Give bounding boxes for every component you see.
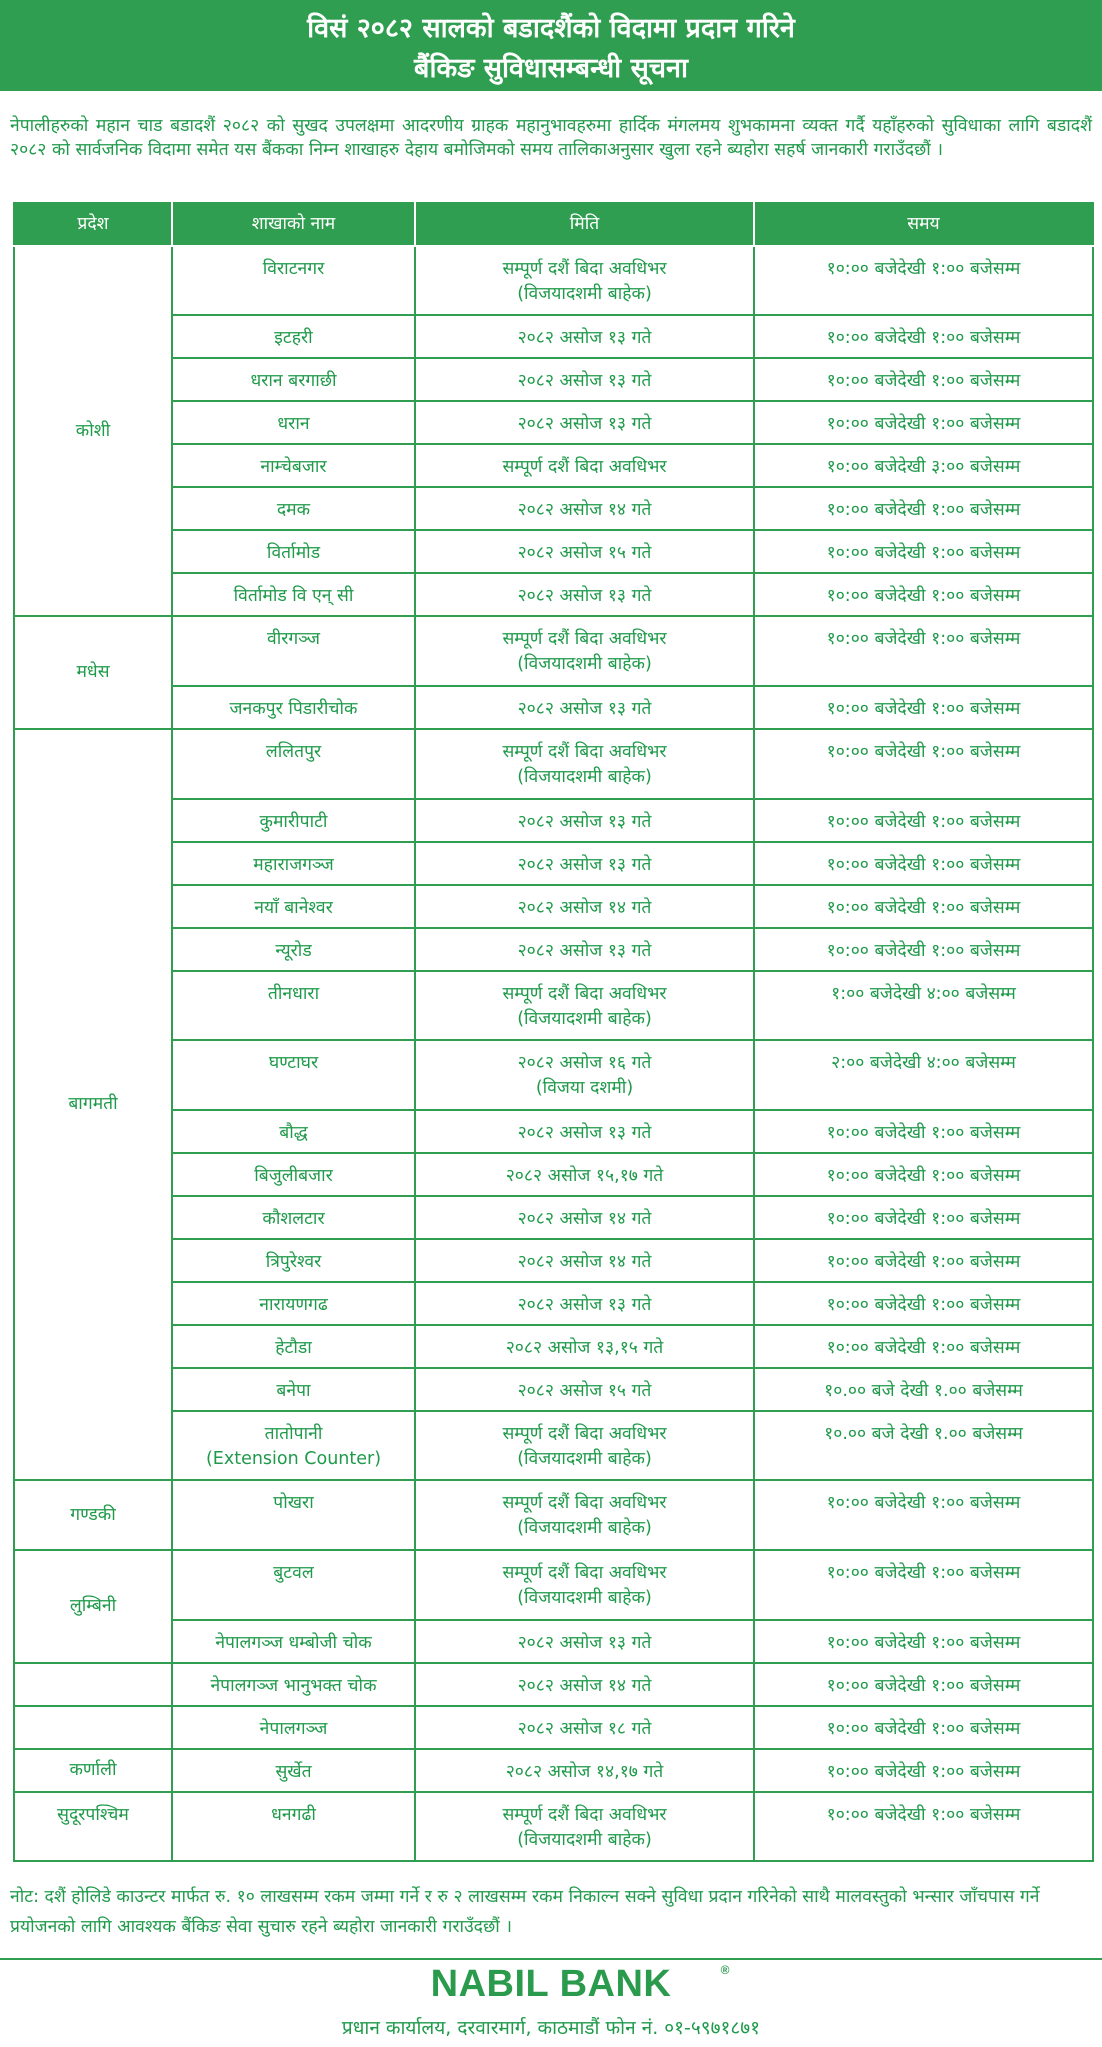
branch-time: १०:०० बजेदेखी १:०० बजेसम्म bbox=[754, 1792, 1093, 1861]
branch-date: सम्पूर्ण दशैं बिदा अवधिभर (विजयादशमी बाहेक) bbox=[415, 729, 754, 799]
table-row bbox=[14, 358, 1093, 401]
branch-time: १०:०० बजेदेखी १:०० बजेसम्म bbox=[754, 686, 1093, 729]
branch-date: २०८२ असोज १३ गते bbox=[415, 1110, 754, 1153]
notice-title-line1: विसं २०८२ सालको बडादशैंको विदामा प्रदान गरिने bbox=[307, 13, 795, 44]
table-row bbox=[14, 1663, 1093, 1706]
branch-time: १०:०० बजेदेखी १:०० बजेसम्म bbox=[754, 616, 1093, 686]
branch-name: जनकपुर पिडारीचोक bbox=[172, 686, 415, 729]
province-empty bbox=[14, 1663, 172, 1706]
branch-date: २०८२ असोज १८ गते bbox=[415, 1706, 754, 1749]
branch-name: महाराजगञ्ज bbox=[172, 842, 415, 885]
branch-date: २०८२ असोज १३ गते bbox=[415, 401, 754, 444]
branch-date: सम्पूर्ण दशैं बिदा अवधिभर (विजयादशमी बाहेक) bbox=[415, 246, 754, 315]
branch-time: १०:०० बजेदेखी १:०० बजेसम्म bbox=[754, 530, 1093, 573]
table-row bbox=[14, 1620, 1093, 1663]
branch-date: सम्पूर्ण दशैं बिदा अवधिभर (विजयादशमी बाहेक) bbox=[415, 1480, 754, 1550]
branch-name: विर्तामोड वि एन् सी bbox=[172, 573, 415, 616]
branch-time: १०:०० बजेदेखी १:०० बजेसम्म bbox=[754, 1706, 1093, 1749]
province-koshi: कोशी bbox=[14, 246, 172, 616]
table-row bbox=[14, 686, 1093, 729]
branch-date: २०८२ असोज १३ गते bbox=[415, 1282, 754, 1325]
branch-time: १०:०० बजेदेखी १:०० बजेसम्म bbox=[754, 885, 1093, 928]
branch-time: १०:०० बजेदेखी १:०० बजेसम्म bbox=[754, 1663, 1093, 1706]
intro-paragraph: नेपालीहरुको महान चाड बडादशैं २०८२ को सुखद उपलक्षमा आदरणीय ग्राहक महानुभावहरुमा हार्दिक मंगलमय शुभकामना व्यक्त गर्दै यहाँहरुको सुविधाका लागि बडादशैं २०८२ को सार्वजनिक विदामा समेत यस बैंकका निम्न शाखाहरु देहाय बमोजिमको समय तालिकाअनुसार खुला रहने ब्यहोरा सहर्ष जानकारी गराउँदछौं । bbox=[10, 116, 1092, 160]
branch-date: २०८२ असोज १४ गते bbox=[415, 1663, 754, 1706]
logo-text: NABIL BANK bbox=[430, 1963, 672, 2005]
branch-time: १०:०० बजेदेखी १:०० बजेसम्म bbox=[754, 842, 1093, 885]
branch-schedule-table bbox=[13, 202, 1094, 1862]
header-province: प्रदेश bbox=[14, 203, 172, 246]
branch-date: सम्पूर्ण दशैं बिदा अवधिभर (विजयादशमी बाहेक) bbox=[415, 1550, 754, 1620]
table-row bbox=[14, 616, 1093, 686]
branch-date: २०८२ असोज १५ गते bbox=[415, 1368, 754, 1411]
table-row bbox=[14, 1550, 1093, 1620]
branch-date: २०८२ असोज १४ गते bbox=[415, 885, 754, 928]
footnote: नोट: दशैं होलिडे काउन्टर मार्फत रु. १० लाखसम्म रकम जम्मा गर्ने र रु २ लाखसम्म रकम निकाल्न सक्ने सुविधा प्रदान गरिनेको साथै मालवस्तुको भन्सार जाँचपास गर्ने प्रयोजनको लागि आवश्यक बैंकिङ सेवा सुचारु रहने ब्यहोरा जानकारी गराउँदछौं । bbox=[10, 1887, 1040, 1937]
branch-name: नेपालगञ्ज bbox=[172, 1706, 415, 1749]
branch-date: २०८२ असोज १३ गते bbox=[415, 315, 754, 358]
branch-name: नाम्चेबजार bbox=[172, 444, 415, 487]
branch-time: १०:०० बजेदेखी १:०० बजेसम्म bbox=[754, 1325, 1093, 1368]
notice-header bbox=[0, 0, 1102, 91]
branch-date: २०८२ असोज १५,१७ गते bbox=[415, 1153, 754, 1196]
table-row bbox=[14, 799, 1093, 842]
branch-name: बिजुलीबजार bbox=[172, 1153, 415, 1196]
branch-date: सम्पूर्ण दशैं बिदा अवधिभर (विजयादशमी बाहेक) bbox=[415, 1411, 754, 1480]
head-office-address: प्रधान कार्यालय, दरवारमार्ग, काठमाडौं फोन नं. ०१-५९७१८७१ bbox=[341, 2017, 761, 2039]
header-branch-name: शाखाको नाम bbox=[172, 203, 415, 246]
branch-time: १०:०० बजेदेखी १:०० बजेसम्म bbox=[754, 315, 1093, 358]
branch-date: २०८२ असोज १६ गते (विजया दशमी) bbox=[415, 1040, 754, 1110]
branch-time: १०:०० बजेदेखी १:०० बजेसम्म bbox=[754, 487, 1093, 530]
branch-date: २०८२ असोज १४,१७ गते bbox=[415, 1749, 754, 1792]
table-row bbox=[14, 1110, 1093, 1153]
branch-date: २०८२ असोज १४ गते bbox=[415, 1239, 754, 1282]
branch-time: १०:०० बजेदेखी १:०० बजेसम्म bbox=[754, 1239, 1093, 1282]
table-row bbox=[14, 1153, 1093, 1196]
branch-time: १०:०० बजेदेखी १:०० बजेसम्म bbox=[754, 573, 1093, 616]
branch-date: २०८२ असोज १४ गते bbox=[415, 487, 754, 530]
province-empty bbox=[14, 1706, 172, 1749]
branch-name: न्यूरोड bbox=[172, 928, 415, 971]
footer-divider bbox=[0, 1958, 1102, 1960]
branch-name: तीनधारा bbox=[172, 971, 415, 1040]
branch-time: १०:०० बजेदेखी १:०० बजेसम्म bbox=[754, 401, 1093, 444]
branch-name: विर्तामोड bbox=[172, 530, 415, 573]
branch-time: १०:०० बजेदेखी १:०० बजेसम्म bbox=[754, 1480, 1093, 1550]
branch-name: हेटौडा bbox=[172, 1325, 415, 1368]
branch-name: धनगढी bbox=[172, 1792, 415, 1861]
branch-time: १०.०० बजे देखी १.०० बजेसम्म bbox=[754, 1368, 1093, 1411]
table-row bbox=[14, 1282, 1093, 1325]
province-karnali: कर्णाली bbox=[14, 1749, 172, 1792]
table-row bbox=[14, 1411, 1093, 1480]
branch-time: १०:०० बजेदेखी १:०० बजेसम्म bbox=[754, 1282, 1093, 1325]
table-row bbox=[14, 1480, 1093, 1550]
table-row bbox=[14, 1749, 1093, 1792]
branch-name: पोखरा bbox=[172, 1480, 415, 1550]
branch-name: नारायणगढ bbox=[172, 1282, 415, 1325]
branch-date: २०८२ असोज १३ गते bbox=[415, 686, 754, 729]
branch-name: धरान bbox=[172, 401, 415, 444]
branch-date: सम्पूर्ण दशैं बिदा अवधिभर (विजयादशमी बाहेक) bbox=[415, 1792, 754, 1861]
branch-time: १:०० बजेदेखी ४:०० बजेसम्म bbox=[754, 971, 1093, 1040]
table-row bbox=[14, 1368, 1093, 1411]
branch-name: तातोपानी (Extension Counter) bbox=[172, 1411, 415, 1480]
registered-mark: ® bbox=[720, 1963, 730, 1977]
branch-time: १०:०० बजेदेखी १:०० बजेसम्म bbox=[754, 799, 1093, 842]
branch-date: २०८२ असोज १३ गते bbox=[415, 842, 754, 885]
table-row bbox=[14, 246, 1093, 315]
branch-name: सुर्खेत bbox=[172, 1749, 415, 1792]
branch-name: बुटवल bbox=[172, 1550, 415, 1620]
branch-time: १०:०० बजेदेखी १:०० बजेसम्म bbox=[754, 1620, 1093, 1663]
branch-date: २०८२ असोज १३,१५ गते bbox=[415, 1325, 754, 1368]
branch-time: १०:०० बजेदेखी १:०० बजेसम्म bbox=[754, 729, 1093, 799]
table-row bbox=[14, 1792, 1093, 1861]
table-row bbox=[14, 487, 1093, 530]
branch-date: २०८२ असोज १३ गते bbox=[415, 573, 754, 616]
branch-time: २:०० बजेदेखी ४:०० बजेसम्म bbox=[754, 1040, 1093, 1110]
branch-name: बौद्ध bbox=[172, 1110, 415, 1153]
province-madhesh: मधेस bbox=[14, 616, 172, 729]
table-row bbox=[14, 729, 1093, 799]
notice-title-line2: बैंकिङ सुविधासम्बन्धी सूचना bbox=[414, 53, 688, 84]
branch-name: कौशलटार bbox=[172, 1196, 415, 1239]
branch-name: कुमारीपाटी bbox=[172, 799, 415, 842]
branch-name: नेपालगञ्ज धम्बोजी चोक bbox=[172, 1620, 415, 1663]
branch-name: घण्टाघर bbox=[172, 1040, 415, 1110]
table-row bbox=[14, 530, 1093, 573]
table-row bbox=[14, 928, 1093, 971]
branch-time: १०:०० बजेदेखी १:०० बजेसम्म bbox=[754, 1153, 1093, 1196]
branch-time: १०:०० बजेदेखी १:०० बजेसम्म bbox=[754, 1110, 1093, 1153]
branch-name: विराटनगर bbox=[172, 246, 415, 315]
branch-name: नयाँ बानेश्वर bbox=[172, 885, 415, 928]
branch-date: २०८२ असोज १३ गते bbox=[415, 1620, 754, 1663]
province-bagmati: बागमती bbox=[14, 729, 172, 1480]
branch-date: २०८२ असोज १३ गते bbox=[415, 799, 754, 842]
branch-name: त्रिपुरेश्वर bbox=[172, 1239, 415, 1282]
branch-time: १०:०० बजेदेखी ३:०० बजेसम्म bbox=[754, 444, 1093, 487]
table-row bbox=[14, 444, 1093, 487]
table-row bbox=[14, 573, 1093, 616]
branch-date: सम्पूर्ण दशैं बिदा अवधिभर (विजयादशमी बाहेक) bbox=[415, 971, 754, 1040]
branch-date: सम्पूर्ण दशैं बिदा अवधिभर (विजयादशमी बाहेक) bbox=[415, 616, 754, 686]
branch-name: बनेपा bbox=[172, 1368, 415, 1411]
table-row bbox=[14, 885, 1093, 928]
branch-name: ललितपुर bbox=[172, 729, 415, 799]
province-sudurpaschim: सुदूरपश्चिम bbox=[14, 1792, 172, 1861]
branch-date: २०८२ असोज १४ गते bbox=[415, 1196, 754, 1239]
branch-time: १०:०० बजेदेखी १:०० बजेसम्म bbox=[754, 928, 1093, 971]
branch-time: १०:०० बजेदेखी १:०० बजेसम्म bbox=[754, 1550, 1093, 1620]
table-row bbox=[14, 315, 1093, 358]
branch-date: २०८२ असोज १३ गते bbox=[415, 358, 754, 401]
branch-time: १०:०० बजेदेखी १:०० बजेसम्म bbox=[754, 1749, 1093, 1792]
header-time: समय bbox=[754, 203, 1093, 246]
province-gandaki: गण्डकी bbox=[14, 1480, 172, 1550]
branch-time: १०:०० बजेदेखी १:०० बजेसम्म bbox=[754, 246, 1093, 315]
nabil-bank-logo bbox=[380, 1963, 730, 2005]
branch-date: २०८२ असोज १५ गते bbox=[415, 530, 754, 573]
branch-name: वीरगञ्ज bbox=[172, 616, 415, 686]
table-row bbox=[14, 842, 1093, 885]
table-row bbox=[14, 1239, 1093, 1282]
header-date: मिति bbox=[415, 203, 754, 246]
branch-date: सम्पूर्ण दशैं बिदा अवधिभर bbox=[415, 444, 754, 487]
province-lumbini: लुम्बिनी bbox=[14, 1550, 172, 1663]
table-row bbox=[14, 1196, 1093, 1239]
table-header-row bbox=[14, 203, 1093, 246]
branch-time: १०:०० बजेदेखी १:०० बजेसम्म bbox=[754, 358, 1093, 401]
branch-name: इटहरी bbox=[172, 315, 415, 358]
branch-time: १०:०० बजेदेखी १:०० बजेसम्म bbox=[754, 1196, 1093, 1239]
table-row bbox=[14, 1325, 1093, 1368]
table-row bbox=[14, 401, 1093, 444]
table-row bbox=[14, 1706, 1093, 1749]
branch-name: दमक bbox=[172, 487, 415, 530]
branch-name: नेपालगञ्ज भानुभक्त चोक bbox=[172, 1663, 415, 1706]
branch-name: धरान बरगाछी bbox=[172, 358, 415, 401]
branch-date: २०८२ असोज १३ गते bbox=[415, 928, 754, 971]
table-row bbox=[14, 971, 1093, 1040]
table-row bbox=[14, 1040, 1093, 1110]
branch-time: १०.०० बजे देखी १.०० बजेसम्म bbox=[754, 1411, 1093, 1480]
